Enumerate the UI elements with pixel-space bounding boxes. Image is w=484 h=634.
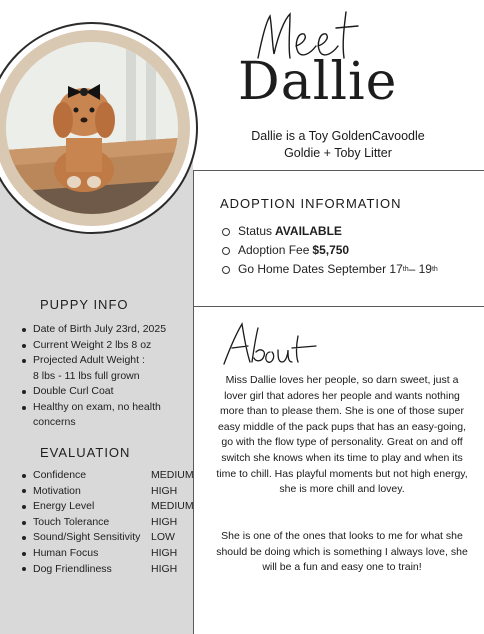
circle-bullet-icon [222,266,230,274]
bullet-icon [22,521,26,525]
health: Healthy on exam, no health concerns [33,400,161,428]
status-label: Status [238,224,273,238]
evaluation-list [22,468,194,577]
adoption-heading: ADOPTION INFORMATION [220,196,402,211]
list-item [22,384,192,400]
go-home-label: Go Home Dates September 17 [238,262,403,276]
list-item [22,400,192,431]
subtitle [200,128,476,162]
puppy-info-heading: PUPPY INFO [40,297,129,312]
go-home-sup-1: th [402,266,409,273]
bullet-icon [22,328,26,332]
eval-label: Human Focus [33,546,99,559]
divider-top [193,170,484,171]
eval-row [22,562,194,578]
projected-weight [33,353,145,384]
bullet-icon [22,344,26,348]
puppy-illustration [6,42,178,214]
eval-row [22,468,194,484]
bullet-icon [22,359,26,363]
eval-value: MEDIUM [151,469,194,481]
bullet-icon [22,505,26,509]
bullet-icon [22,552,26,556]
puppy-photo [6,42,178,214]
eval-label: Sound/Sight Sensitivity [33,531,141,544]
list-item [22,353,192,384]
list-item [222,222,438,241]
divider-middle [193,306,484,307]
bullet-icon [22,567,26,571]
circle-bullet-icon [222,247,230,255]
go-home-sup-2: th [431,266,438,273]
eval-value: HIGH [151,546,178,559]
eval-row [22,484,194,500]
projected-weight-label: Projected Adult Weight : [33,354,145,366]
bullet-icon [22,474,26,478]
circle-bullet-icon [222,228,230,236]
list-item [22,322,192,338]
bullet-icon [22,536,26,540]
subtitle-litter: Goldie + Toby Litter [284,146,392,160]
eval-label: Motivation [33,484,81,497]
bullet-icon [22,390,26,394]
puppy-name: Dallie [238,52,398,112]
coat: Double Curl Coat [33,385,114,397]
evaluation-heading: EVALUATION [40,445,131,460]
eval-value: HIGH [151,515,178,528]
about-paragraph-2: She is one of the ones that looks to me for what she should be doing which is something I always love, she will be a fun and easy one to train! [216,530,468,574]
fee-value: $5,750 [312,243,350,257]
list-item [22,338,192,354]
eval-row [22,530,194,546]
go-home-mid: – 19 [408,262,432,276]
dob: Date of Birth July 23rd, 2025 [33,323,167,335]
eval-label: Dog Friendliness [33,562,112,575]
about-script-title [220,318,320,370]
bullet-icon [22,406,26,410]
eval-value: MEDIUM [151,500,194,513]
adoption-list [222,222,438,279]
about-paragraph-1: Miss Dallie loves her people, so darn sweet, just a lover girl that adores her people and wants nothing more than to please them. She is one of those super easy middle of the pack pups that has an easy-going, go with the flow type of personality. Great on and off switch she knows when its time to play and when its time to chill. Has playful moments but not high energy, she is more chill and lovey. [216,374,468,496]
list-item [222,241,438,260]
eval-label: Touch Tolerance [33,515,110,528]
projected-weight-range: 8 lbs - 11 lbs full grown [33,369,140,382]
eval-row [22,546,194,562]
eval-value: HIGH [151,562,178,575]
eval-label: Energy Level [33,500,95,513]
eval-value: LOW [151,531,175,544]
bullet-icon [22,489,26,493]
current-weight: Current Weight 2 lbs 8 oz [33,338,152,351]
eval-row [22,499,194,515]
eval-row [22,515,194,531]
list-item [222,260,438,279]
eval-value: HIGH [151,484,178,497]
eval-label: Confidence [33,469,87,481]
puppy-info-list [22,322,192,431]
status-value: AVAILABLE [275,224,342,238]
fee-label: Adoption Fee [238,243,310,257]
subtitle-breed: Dallie is a Toy GoldenCavoodle [251,129,425,143]
